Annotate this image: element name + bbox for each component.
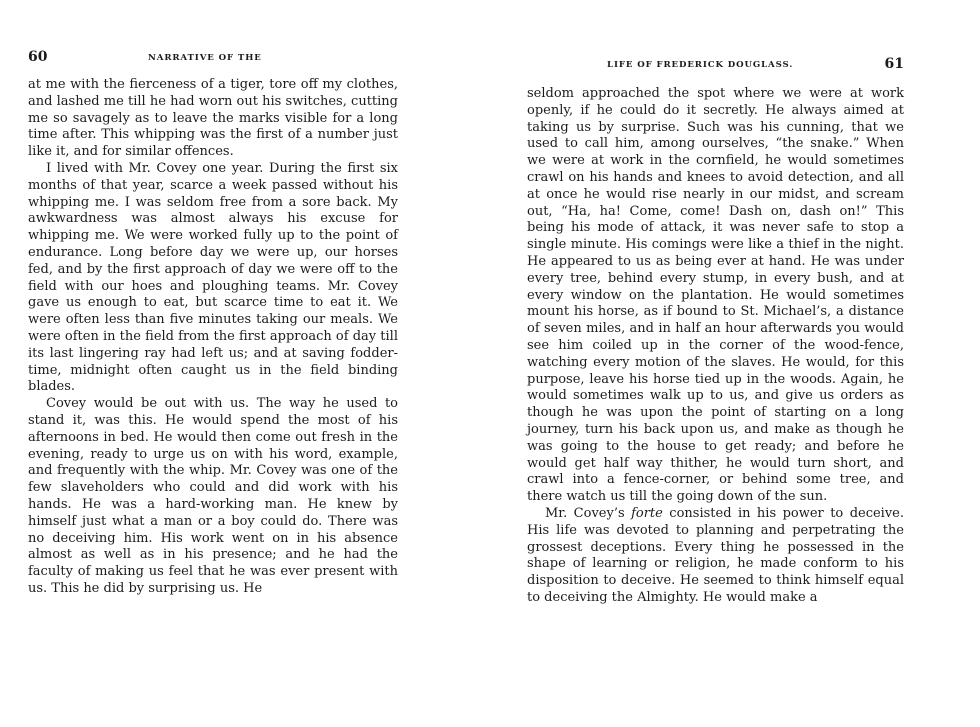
left-page-header <box>28 49 398 69</box>
left-page-number: 60 <box>28 49 48 65</box>
right-paragraph-2 <box>527 506 904 607</box>
right-page <box>527 0 904 607</box>
right-paragraph-2-start: Mr. Covey’s <box>545 505 632 521</box>
left-page-body <box>28 77 398 598</box>
left-running-head: NARRATIVE OF THE <box>148 53 262 63</box>
right-paragraph-1: seldom approached the spot where we were at work openly, if he could do it secretly. He always aimed at taking us by surprise. Such was his cunning, that we used to call him, among ourselves, “the snake.” When we were at work in the cornfield, he would sometimes crawl on his hands and knees to avoid detection, and all at once he would rise nearly in our midst, and scream out, “Ha, ha! Come, come! Dash on, dash on!” This being his mode of attack, it was never safe to stop a single minute. His comings were like a thief in the night. He appeared to us as being ever at hand. He was under every tree, behind every stump, in every bush, and at every window on the plantation. He would sometimes mount his horse, as if bound to St. Michael’s, a distance of seven miles, and in half an hour afterwards you would see him coiled up in the corner of the wood-fence, watching every motion of the slaves. He would, for this purpose, leave his horse tied up in the woods. Again, he would sometimes walk up to us, and give us orders as though he was upon the point of starting on a long journey, turn his back upon us, and make as though he was going to the house to get ready; and before he would get half way thither, he would turn short, and crawl into a fence-corner, or behind some tree, and there watch us till the going down of the sun. <box>527 86 904 505</box>
left-paragraph-1: at me with the fierceness of a tiger, tore off my clothes, and lashed me till he had worn out his switches, cutting me so savagely as to leave the marks visible for a long time after. This whipping was the first of a number just like it, and for similar offences. <box>28 77 398 160</box>
right-page-body <box>527 86 904 607</box>
left-paragraph-3: Covey would be out with us. The way he used to stand it, was this. He would spend the most of his afternoons in bed. He would then come out fresh in the evening, ready to urge us on with his word, example, and frequently with the whip. Mr. Covey was one of the few slaveholders who could and did work with his hands. He was a hard-working man. He knew by himself just what a man or a boy could do. There was no deceiving him. His work went on in his absence almost as well as in his presence; and he had the faculty of making us feel that he was ever present with us. This he did by surprising us. He <box>28 396 398 596</box>
left-page <box>28 0 398 598</box>
right-page-number: 61 <box>884 56 904 72</box>
forte-italic-word: forte <box>631 505 663 521</box>
right-paragraph-2-rest: consisted in his power to deceive. His life was devoted to planning and perpetrating the grossest deceptions. Every thing he possessed in the shape of learning or religion, he made conform to his disposition to deceive. He seemed to think himself equal to deceiving the Almighty. He would make a <box>527 505 905 605</box>
left-paragraph-2: I lived with Mr. Covey one year. During the first six months of that year, scarce a week passed without his whipping me. I was seldom free from a sore back. My awkwardness was almost always his excuse for whipping me. We were worked fully up to the point of endurance. Long before day we were up, our horses fed, and by the first approach of day we were off to the field with our hoes and ploughing teams. Mr. Covey gave us enough to eat, but scarce time to eat it. We were often less than five minutes taking our meals. We were often in the field from the first approach of day till its last lingering ray had left us; and at saving fodder-time, midnight often caught us in the field binding blades. <box>28 160 398 395</box>
right-running-head: LIFE OF FREDERICK DOUGLASS. <box>607 60 794 70</box>
right-page-header <box>527 56 904 76</box>
